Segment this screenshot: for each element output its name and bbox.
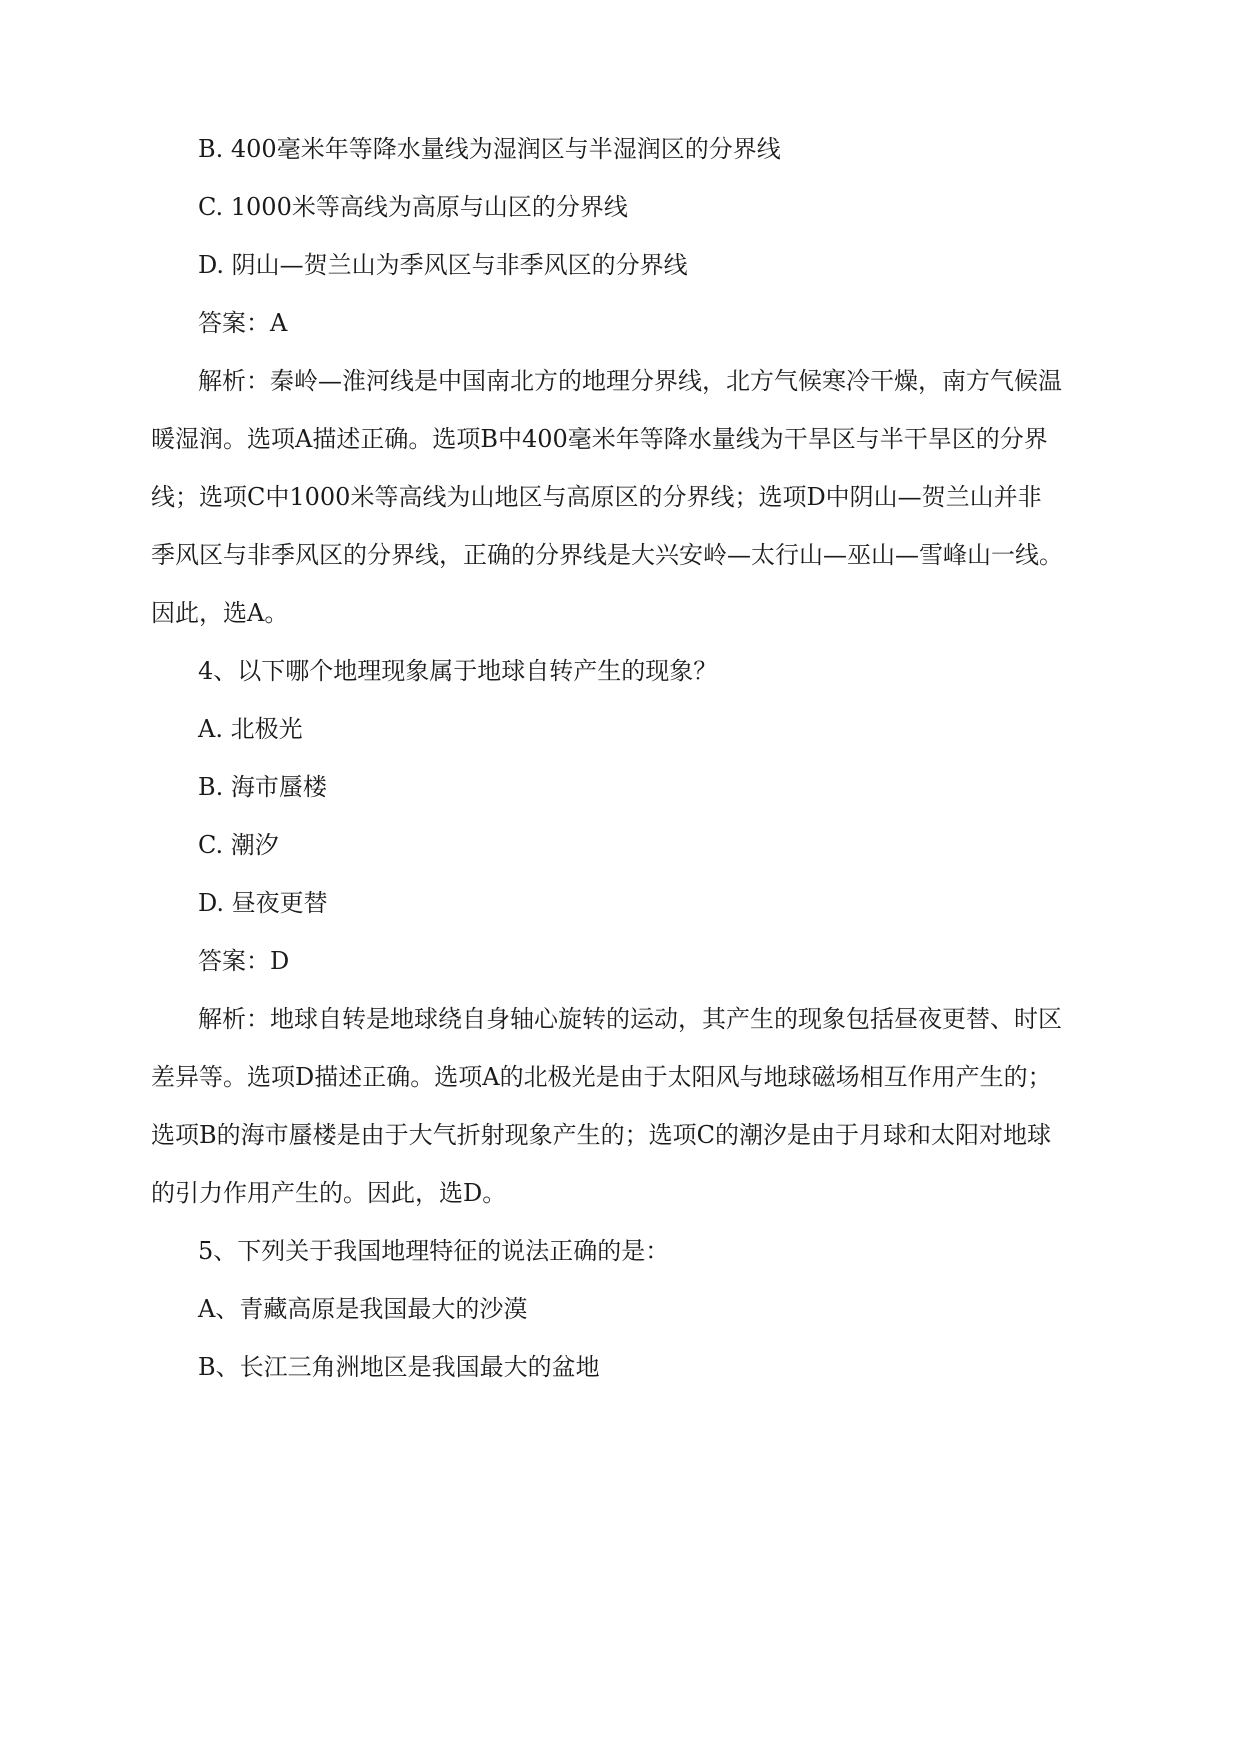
option-d-q4: D. 昼夜更替 (198, 889, 328, 917)
option-b-q4: B. 海市蜃楼 (198, 773, 327, 801)
explanation-q4-line3: 选项B的海市蜃楼是由于大气折射现象产生的；选项C的潮汐是由于月球和太阳对地球 (151, 1121, 1051, 1149)
explanation-q3-line4: 季风区与非季风区的分界线，正确的分界线是大兴安岭—太行山—巫山—雪峰山一线。 (151, 541, 1063, 569)
explanation-q4-line2: 差异等。选项D描述正确。选项A的北极光是由于太阳风与地球磁场相互作用产生的； (151, 1063, 1052, 1091)
option-b-q3: B. 400毫米年等降水量线为湿润区与半湿润区的分界线 (198, 135, 781, 163)
explanation-q3-line5: 因此，选A。 (151, 599, 289, 627)
answer-q3: 答案：A (198, 309, 288, 337)
explanation-q4-line1: 解析：地球自转是地球绕自身轴心旋转的运动，其产生的现象包括昼夜更替、时区 (198, 1005, 1062, 1033)
option-b-q5: B、长江三角洲地区是我国最大的盆地 (198, 1353, 600, 1381)
option-a-q5: A、青藏高原是我国最大的沙漠 (198, 1295, 528, 1323)
answer-q4: 答案：D (198, 947, 290, 975)
question-4: 4、以下哪个地理现象属于地球自转产生的现象？ (198, 657, 718, 685)
explanation-q3-line2: 暖湿润。选项A描述正确。选项B中400毫米年等降水量线为干旱区与半干旱区的分界 (151, 425, 1048, 453)
option-c-q4: C. 潮汐 (198, 831, 279, 859)
option-d-q3: D. 阴山—贺兰山为季风区与非季风区的分界线 (198, 251, 688, 279)
option-a-q4: A. 北极光 (198, 715, 303, 743)
explanation-q3-line3: 线；选项C中1000米等高线为山地区与高原区的分界线；选项D中阴山—贺兰山并非 (151, 483, 1042, 511)
explanation-q4-line4: 的引力作用产生的。因此，选D。 (151, 1179, 507, 1207)
question-5: 5、下列关于我国地理特征的说法正确的是： (198, 1237, 670, 1265)
explanation-q3-line1: 解析：秦岭—淮河线是中国南北方的地理分界线，北方气候寒冷干燥，南方气候温 (198, 367, 1062, 395)
option-c-q3: C. 1000米等高线为高原与山区的分界线 (198, 193, 628, 221)
